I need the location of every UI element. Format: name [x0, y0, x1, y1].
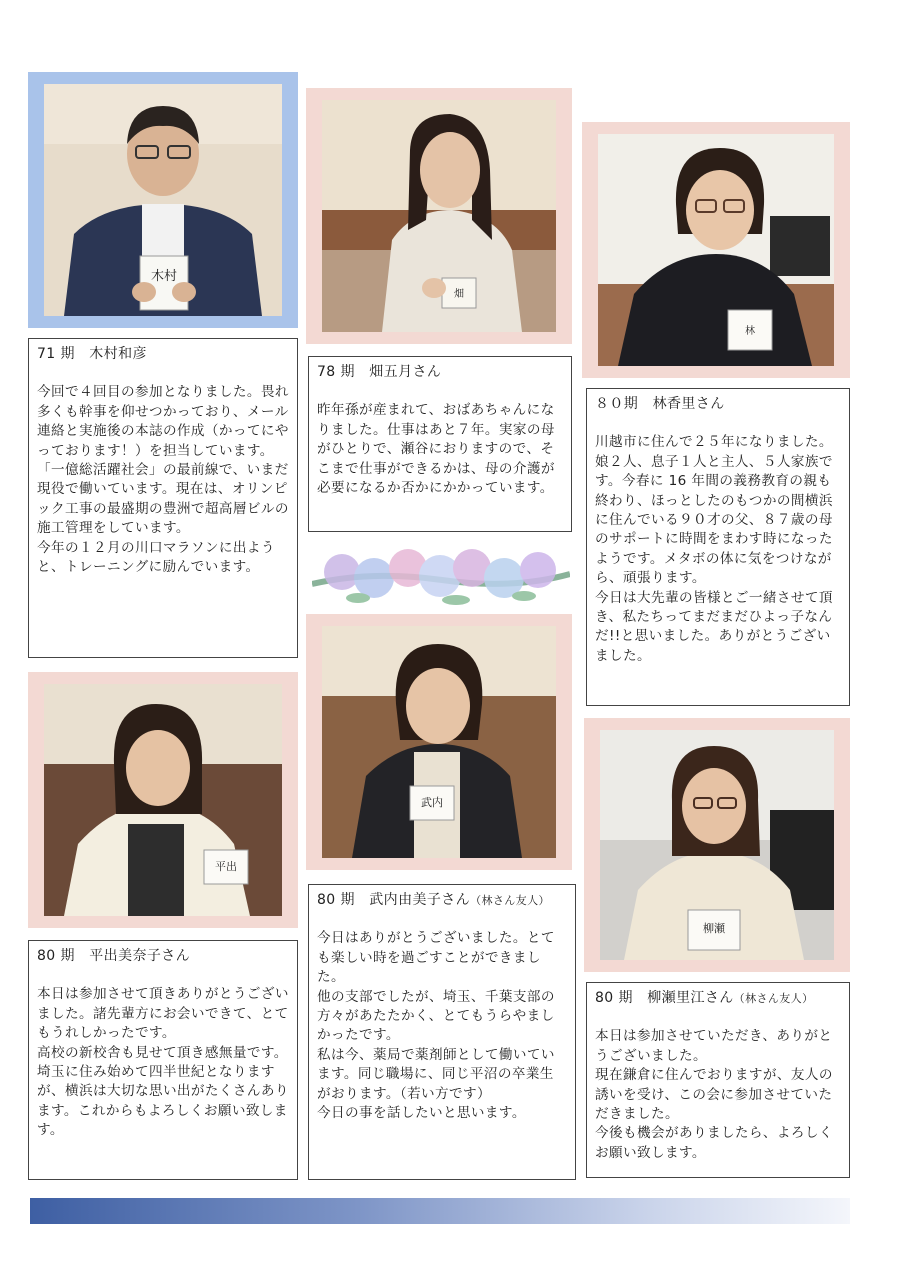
- profile-body: 本日は参加させて頂きありがとうございました。諸先輩方にお会いできて、とてもうれしかったです。 高校の新校舎も見せて頂き感無量です。 埼玉に住み始めて四半世紀となりますが、横浜は大切な思い出がたくさんあります。これからもよろしくお願い致します。: [37, 986, 289, 1139]
- profile-name: 80 期 武内由美子さん（林さん友人）: [317, 892, 550, 908]
- profile-box-hayashi: [586, 388, 850, 706]
- badge-takeuchi: 武内: [421, 796, 443, 809]
- profile-name: 71 期 木村和彦: [37, 346, 147, 362]
- photo-yanase: [600, 730, 834, 960]
- photo-frame-yanase: [584, 718, 850, 972]
- profile-body: 本日は参加させていただき、ありがとうございました。 現在鎌倉に住んでおりますが、友人の誘いを受け、この会に参加させていただきました。 今後も機会がありましたら、よろしくお願い致します。: [595, 1028, 833, 1161]
- badge-hayashi: 林: [745, 326, 755, 337]
- profile-box-kimura: [28, 338, 298, 658]
- profile-body: 昨年孫が産まれて、おばあちゃんになりました。仕事はあと７年。実家の母がひとりで、瀬谷におりますので、そこまで仕事ができるかは、母の介護が必要になるか否かにかかっています。: [317, 402, 555, 497]
- profile-body: 今回で４回目の参加となりました。畏れ多くも幹事を仰せつかっており、メール連絡と実施後の本誌の作成（かってにやっております！）を担当しています。 「一億総活躍社会」の最前線で、いまだ現役で働いています。現在は、オリンピック工事の最盛期の豊洲で超高層ビルの施工管理をしています。 今年の１２月の川口マラソンに出ようと、トレーニングに励んでいます。: [37, 384, 289, 576]
- photo-kimura: [44, 84, 282, 316]
- profile-box-hiraide: [28, 940, 298, 1180]
- profile-name: 80 期 平出美奈子さん: [37, 948, 191, 964]
- photo-frame-kimura: [28, 72, 298, 328]
- badge-hata: 畑: [454, 289, 464, 300]
- profile-name: ８０期 林香里さん: [595, 396, 725, 412]
- photo-hata: [322, 100, 556, 332]
- profile-box-hata: [308, 356, 572, 532]
- photo-frame-hayashi: [582, 122, 850, 378]
- profile-body: 今日はありがとうございました。とても楽しい時を過ごすことができました。 他の支部でしたが、埼玉、千葉支部の方々があたたかく、とてもうらやましかったです。 私は今、薬局で薬剤師として働いています。同じ職場に、同じ平沼の卒業生がおります。（若い方です） 今日の事を話したいと思います。: [317, 930, 555, 1122]
- footer-bar: [30, 1198, 850, 1224]
- profile-body: 川越市に住んで２５年になりました。娘２人、息子１人と主人、５人家族です。今春に 16 年間の義務教育の親も終わり、ほっとしたのもつかの間横浜に住んでいる９０才の父、８７歳の母のサポートに時間をまわす時になったようです。メタボの体に気をつけながら、頑張ります。 今日は大先輩の皆様とご一緒させて頂き、私たちってまだまだひよっ子なんだ!!と思いました。ありがとうございました。: [595, 434, 833, 664]
- photo-takeuchi: [322, 626, 556, 858]
- badge-hiraide: 平出: [215, 860, 237, 873]
- photo-frame-hiraide: [28, 672, 298, 928]
- profile-box-takeuchi: [308, 884, 576, 1180]
- hydrangea-illustration: [312, 540, 570, 610]
- photo-frame-hata: [306, 88, 572, 344]
- profile-box-yanase: [586, 982, 850, 1178]
- photo-frame-takeuchi: [306, 614, 572, 870]
- badge-kimura: 木村: [150, 269, 178, 284]
- photo-hayashi: [598, 134, 834, 366]
- photo-hiraide: [44, 684, 282, 916]
- badge-yanase: 柳瀬: [703, 922, 725, 935]
- profile-name: 78 期 畑五月さん: [317, 364, 442, 380]
- profile-name: 80 期 柳瀬里江さん（林さん友人）: [595, 990, 814, 1006]
